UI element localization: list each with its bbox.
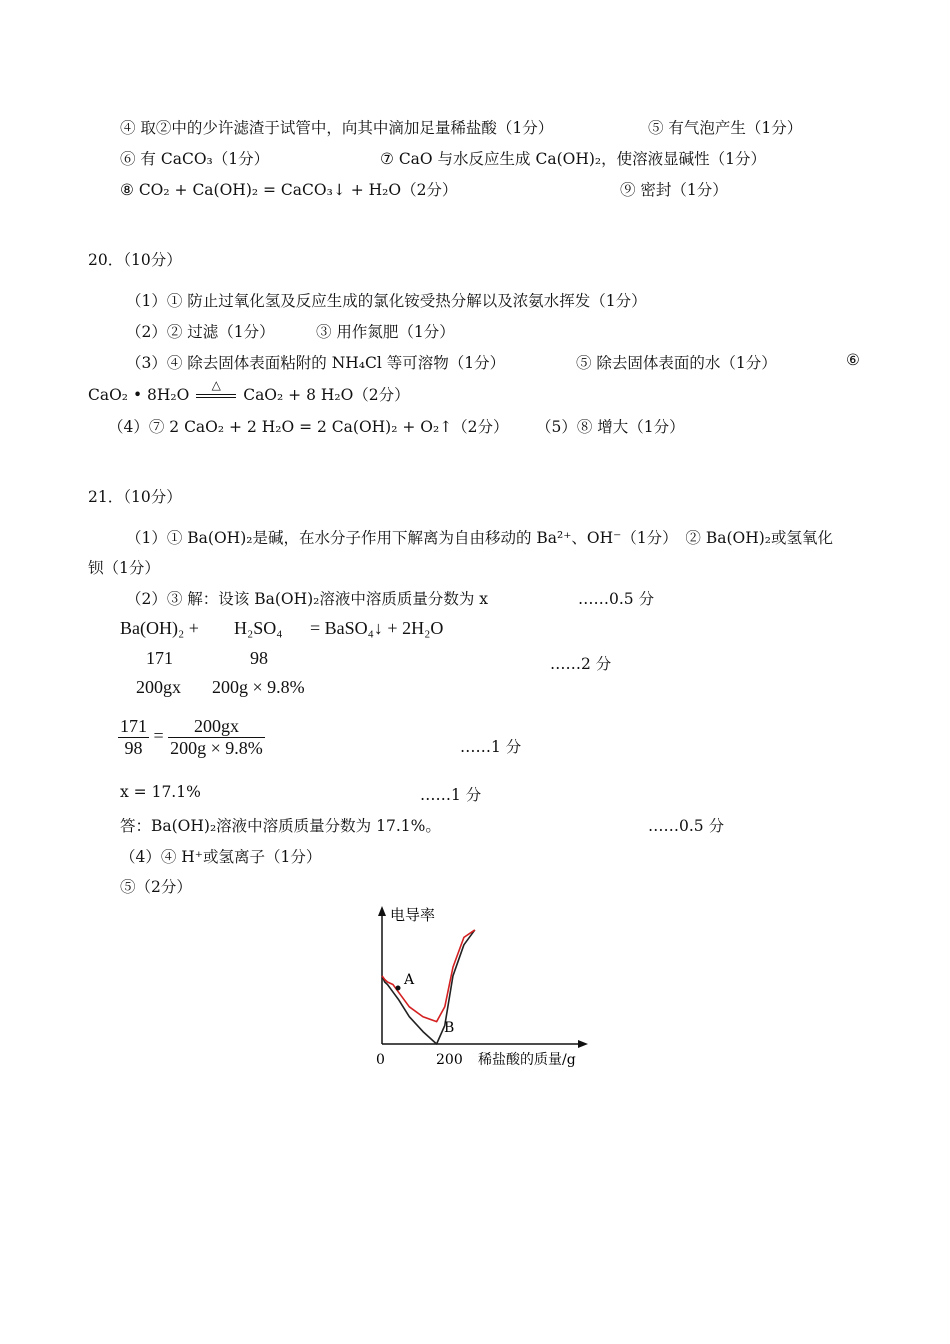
score-2: ……2 分 <box>550 655 612 673</box>
q20-eq6 <box>88 378 410 405</box>
x-axis-label: 稀盐酸的质量/g <box>478 1052 576 1068</box>
conductivity-chart <box>360 898 610 1078</box>
q20-part2b: ③ 用作氮肥（1分） <box>316 323 455 341</box>
q19-item6: ⑥ 有 CaCO₃（1分） <box>120 150 270 168</box>
q20-part3a: （3）④ 除去固体表面粘附的 NH₄Cl 等可溶物（1分） <box>126 354 506 372</box>
q20-header: 20．（10分） <box>88 251 182 269</box>
series-line-answer <box>382 930 475 1022</box>
ratio-right: $\frac{200gx}{200g \times 9.8\%}$ <box>170 716 263 758</box>
mass-2: 200g × 9.8% <box>212 677 305 697</box>
q21-part1-line2: 钡（1分） <box>88 559 160 577</box>
score-1-b: ……1 分 <box>420 786 482 804</box>
y-axis-arrow-icon <box>378 906 386 916</box>
heating-equals-sign <box>194 378 238 402</box>
ratio-left: $\frac{171}{98}$ <box>120 716 147 758</box>
equation-reactant2: H₂SO₄ <box>234 618 283 638</box>
x-axis-arrow-icon <box>578 1040 588 1048</box>
q21-part2-intro: （2）③ 解：设该 Ba(OH)₂溶液中溶质质量分数为 x <box>126 590 489 608</box>
ratio-equation <box>118 716 265 759</box>
molar-mass-2: 98 <box>250 648 268 668</box>
ratio-equals: = <box>153 725 164 746</box>
equation-product: = BaSO₄↓ + 2H₂O <box>310 618 444 638</box>
q20-part2a: （2）② 过滤（1分） <box>126 323 275 341</box>
point-a <box>396 986 401 991</box>
delta-icon: △ <box>211 378 221 392</box>
q19-item9: ⑨ 密封（1分） <box>620 181 728 199</box>
x-tick-200: 200 <box>436 1052 463 1068</box>
molar-mass-1: 171 <box>146 648 173 668</box>
q19-item7: ⑦ CaO 与水反应生成 Ca(OH)₂，使溶液显碱性（1分） <box>380 150 766 168</box>
score-0-5-a: ……0.5 分 <box>578 590 655 608</box>
score-0-5-b: ……0.5 分 <box>648 817 725 835</box>
result-x: x = 17.1% <box>120 783 201 801</box>
q21-header: 21．（10分） <box>88 488 182 506</box>
q21-part4: （4）④ H⁺或氢离子（1分） <box>120 848 322 866</box>
point-b-label: B <box>444 1020 455 1036</box>
q20-part3b: ⑤ 除去固体表面的水（1分） <box>576 354 777 372</box>
q20-part3c: ⑥ <box>846 351 860 369</box>
equation-reactant1: Ba(OH)₂ + <box>120 618 199 638</box>
q19-item4: ④ 取②中的少许滤渣于试管中，向其中滴加足量稀盐酸（1分） <box>120 119 554 137</box>
q21-part5: ⑤（2分） <box>120 878 192 896</box>
q19-item5: ⑤ 有气泡产生（1分） <box>648 119 803 137</box>
eq6-right: CaO₂ + 8 H₂O（2分） <box>243 386 410 404</box>
x-tick-0: 0 <box>376 1052 385 1068</box>
q19-item8: ⑧ CO₂ + Ca(OH)₂ = CaCO₃↓ + H₂O（2分） <box>120 181 458 199</box>
y-axis-label: 电导率 <box>390 906 436 924</box>
q21-part1-line1: （1）① Ba(OH)₂是碱，在水分子作用下解离为自由移动的 Ba²⁺、OH⁻（1分） ② Ba(OH)₂或氢氧化 <box>126 529 834 547</box>
mass-1: 200gx <box>136 677 181 697</box>
q20-part1: （1）① 防止过氧化氢及反应生成的氯化铵受热分解以及浓氨水挥发（1分） <box>126 292 647 310</box>
q20-part5: （5）⑧ 增大（1分） <box>536 418 685 436</box>
answer-statement: 答：Ba(OH)₂溶液中溶质质量分数为 17.1%。 <box>120 817 441 835</box>
q20-part4: （4）⑦ 2 CaO₂ + 2 H₂O = 2 Ca(OH)₂ + O₂↑（2分） <box>108 418 509 436</box>
eq6-left: CaO₂ • 8H₂O <box>88 386 190 404</box>
score-1-a: ……1 分 <box>460 738 522 756</box>
point-a-label: A <box>404 972 415 988</box>
